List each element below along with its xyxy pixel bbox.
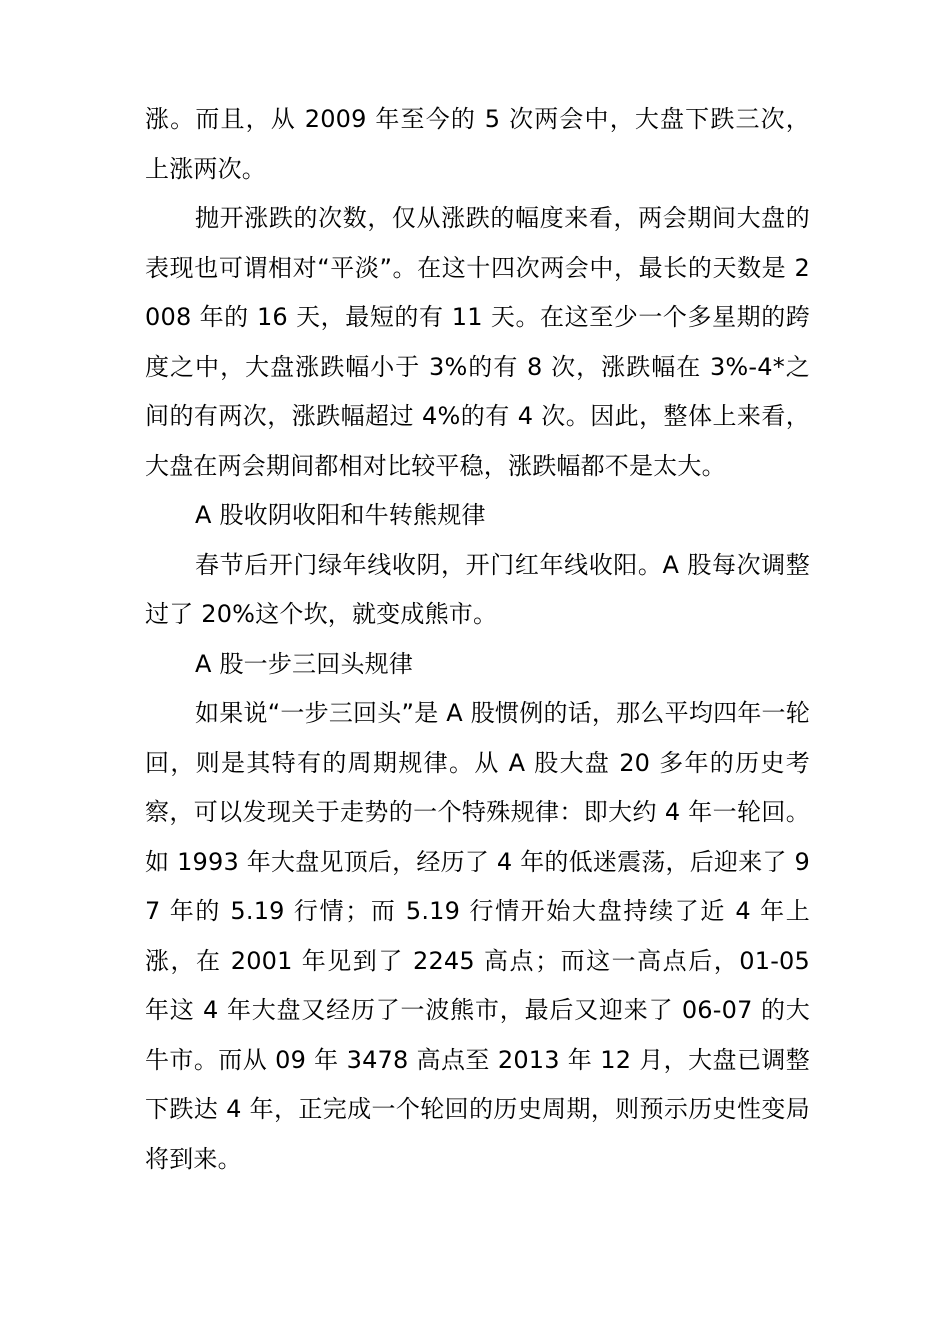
section-heading-yin-yang: A 股收阴收阳和牛转熊规律 (195, 501, 486, 529)
paragraph-spring-festival: 春节后开门绿年线收阴，开门红年线收阳。A 股每次调整过了 20%这个坎，就变成熊市。 (145, 550, 810, 628)
paragraph-continuation: 涨。而且，从 2009 年至今的 5 次两会中，大盘下跌三次，上涨两次。 (145, 105, 810, 183)
paragraph-amplitude: 抛开涨跌的次数，仅从涨跌的幅度来看，两会期间大盘的表现也可谓相对“平淡”。在这十四次两会中，最长的天数是 2008 年的 16 天，最短的有 11 天。在这至少一个多星期的跨度之中，大盘涨跌幅小于 3%的有 8 次，涨跌幅在 3%-4*之间的有两次，涨跌幅超过 4%的有 4 次。因此，整体上来看，大盘在两会期间都相对比较平稳，涨跌幅都不是太大。 (145, 204, 810, 480)
document-page (145, 95, 810, 1184)
section-heading-three-steps: A 股一步三回头规律 (195, 649, 414, 678)
paragraph-four-year-cycle: 如果说“一步三回头”是 A 股惯例的话，那么平均四年一轮回，则是其特有的周期规律。从 A 股大盘 20 多年的历史考察，可以发现关于走势的一个特殊规律：即大约 4 年一轮回。如 1993 年大盘见顶后，经历了 4 年的低迷震荡，后迎来了 97 年的 5.19 行情；而 5.19 行情开始大盘持续了近 4 年上涨，在 2001 年见到了 2245 高点；而这一高点后，01-05 年这 4 年大盘又经历了一波熊市，最后又迎来了 06-07 的大牛市。而从 09 年 3478 高点至 2013 年 12 月，大盘已调整下跌达 4 年，正完成一个轮回的历史周期，则预示历史性变局将到来。 (145, 699, 810, 1173)
